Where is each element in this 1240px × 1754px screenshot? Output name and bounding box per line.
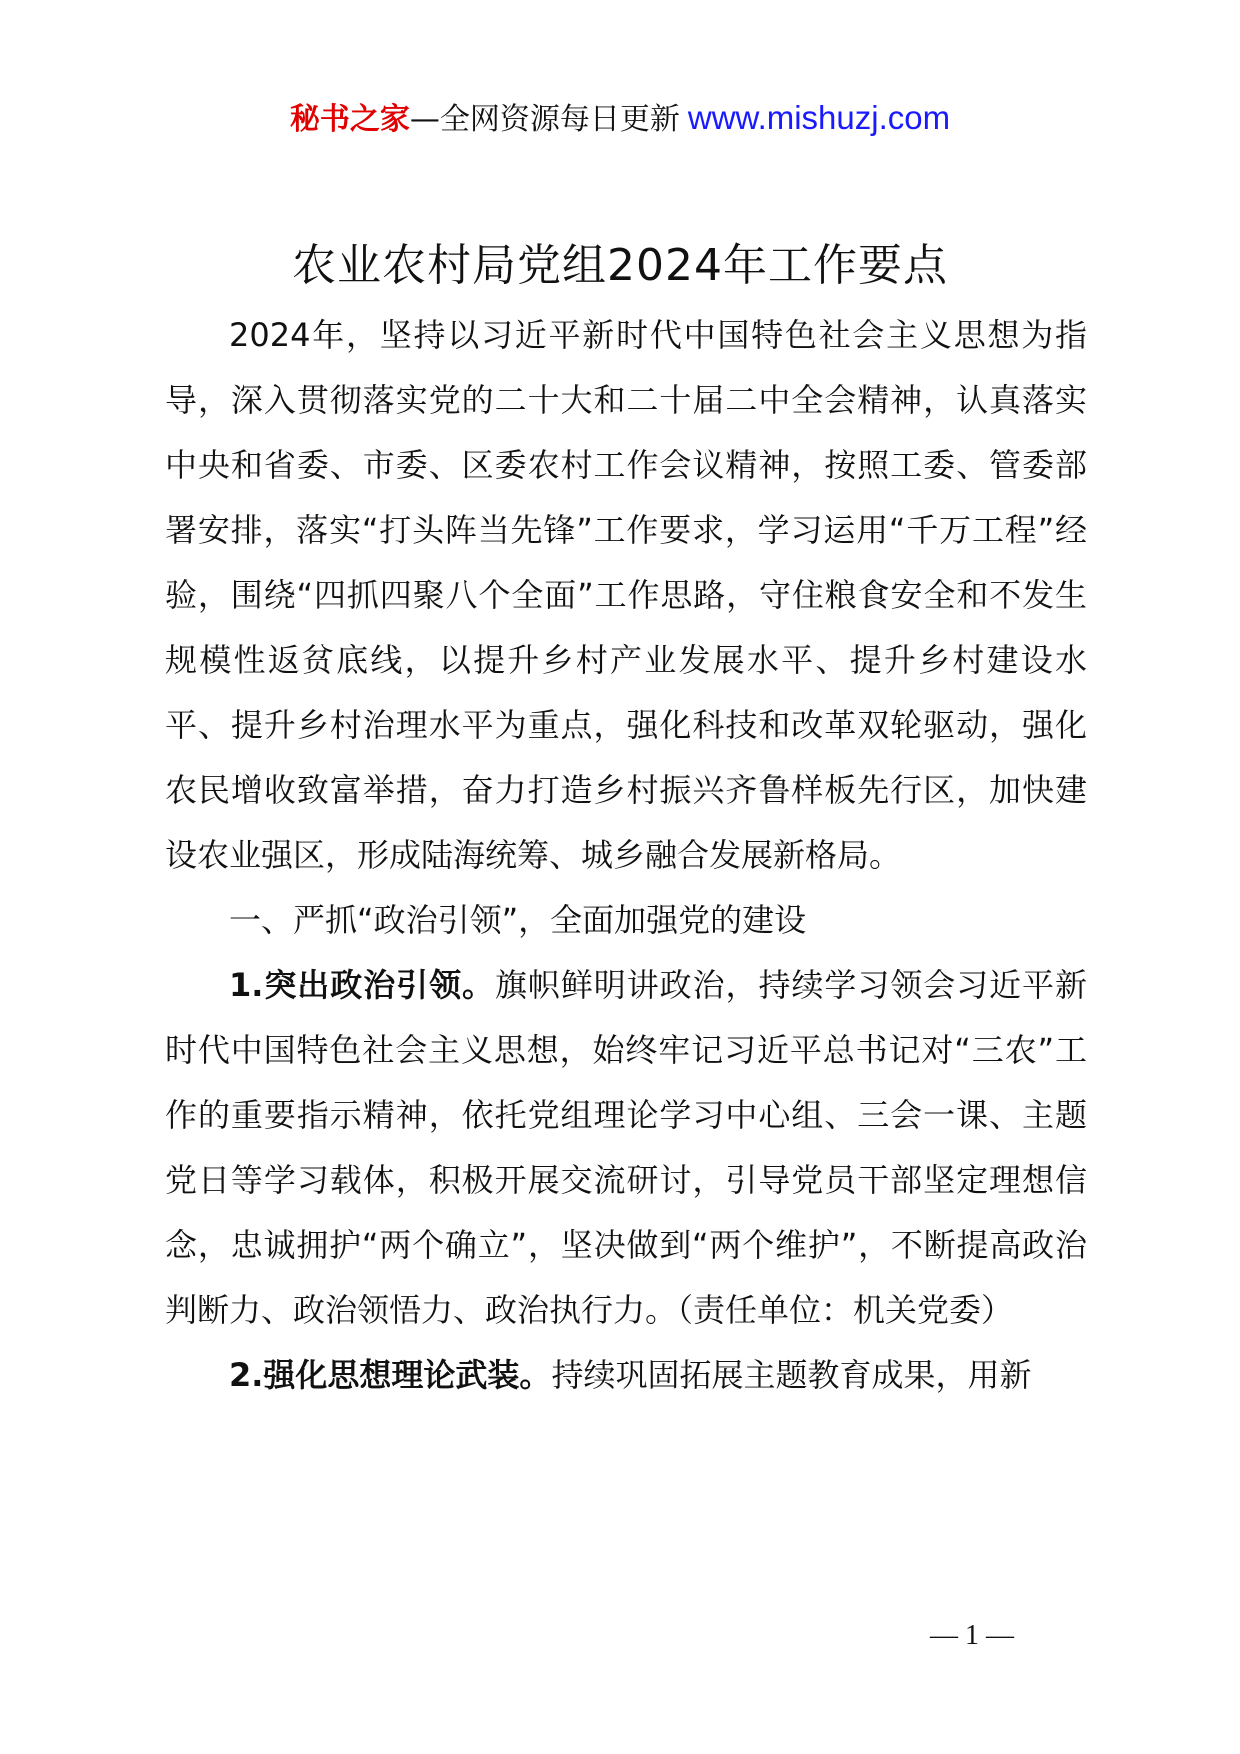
item-lead-1: 1.突出政治引领。 [229,966,495,1004]
intro-paragraph: 2024年，坚持以习近平新时代中国特色社会主义思想为指导，深入贯彻落实党的二十大和二十届二中全会精神，认真落实中央和省委、市委、区委农村工作会议精神，按照工委、管委部署安排，落实“打头阵当先锋”工作要求，学习运用“千万工程”经验，围绕“四抓四聚八个全面”工作思路，守住粮食安全和不发生规模性返贫底线，以提升乡村产业发展水平、提升乡村建设水平、提升乡村治理水平为重点，强化科技和改革双轮驱动，强化农民增收致富举措，奋力打造乡村振兴齐鲁样板先行区，加快建设农业强区，形成陆海统筹、城乡融合发展新格局。 [165,316,1087,874]
item-body-1: 旗帜鲜明讲政治，持续学习领会习近平新时代中国特色社会主义思想，始终牢记习近平总书记对“三农”工作的重要指示精神，依托党组理论学习中心组、三会一课、主题党日等学习载体，积极开展交流研讨，引导党员干部坚定理想信念，忠诚拥护“两个确立”，坚决做到“两个维护”，不断提高政治判断力、政治领悟力、政治执行力。（责任单位：机关党委） [165,966,1087,1329]
document-body [165,303,1087,1408]
page-number: — 1 — [930,1620,1014,1651]
document-title: 农业农村局党组2024年工作要点 [292,240,948,291]
item-lead-2: 2.强化思想理论武装。 [229,1356,552,1394]
site-banner [0,98,1240,140]
section-heading: 一、严抓“政治引领”，全面加强党的建设 [229,901,807,939]
item-body-2: 持续巩固拓展主题教育成果，用新 [551,1356,1032,1394]
site-url-link[interactable]: www.mishuzj.com [687,99,951,136]
brand-name: 秘书之家 [289,102,410,137]
item-paragraph-1 [165,953,1087,1343]
banner-tagline: —全网资源每日更新 [409,102,680,137]
item-paragraph-2 [165,1343,1087,1408]
